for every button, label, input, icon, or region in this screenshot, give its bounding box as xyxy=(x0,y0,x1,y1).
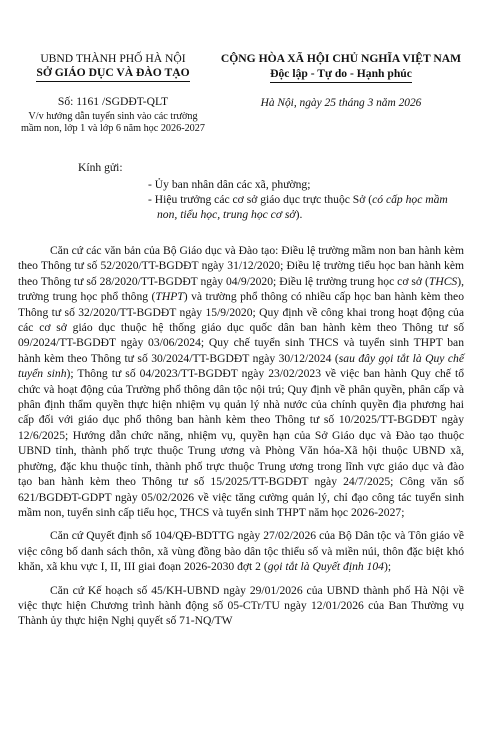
recipients-label: Kính gửi: xyxy=(78,161,123,174)
body-paragraph: Căn cứ các văn bản của Bộ Giáo dục và Đào tạo: Điều lệ trường mầm non ban hành kèm theo Thông tư số 52/2020/TT-BGDĐT ngày 31/12/2020; Điều lệ trường tiểu học ban hành kèm theo Thông tư số 28/2020/TT-BGDĐT ngày 04/9/2020; Điều lệ trường trung học cơ sở (THCS), trường trung học phổ thông (THPT) và trường phổ thông có nhiều cấp học ban hành kèm theo Thông tư số 32/2020/TT-BGDĐT ngày 15/9/2020; Quy định về công khai trong hoạt động của các cơ sở giáo dục thuộc hệ thống giáo dục quốc dân ban hành kèm theo Thông tư số 09/2024/TT-BGDĐT ngày 03/06/2024; Quy chế tuyển sinh THCS và tuyển sinh THPT ban hành kèm theo Thông tư số 30/2024/TT-BGDĐT ngày 30/12/2024 (sau đây gọi tắt là Quy chế tuyển sinh); Thông tư số 04/2023/TT-BGDĐT ngày 23/02/2023 về việc ban hành Quy chế tổ chức và hoạt động của Trường phổ thông dân tộc nội trú; Quy định về phân quyền, phân cấp và phân định thẩm quyền thực hiện nhiệm vụ quản lý nhà nước của chính quyền địa phương hai cấp đối với giáo dục phổ thông ban hành kèm theo Thông tư số 10/2025/TT-BGDĐT ngày 12/6/2025; Hướng dẫn chức năng, nhiệm vụ, quyền hạn của Sở Giáo dục và Đào tạo thuộc UBND tỉnh, thành phố trực thuộc Trung ương và Phòng Văn hóa-Xã hội thuộc UBND xã, phường, đặc khu thuộc tỉnh, thành phố trực thuộc Trung ương trong lĩnh vực giáo dục và đào tạo ban hành kèm theo Thông tư số 15/2025/TT-BGDĐT ngày 24/7/2025; Công văn số 621/BGDĐT-GDPT ngày 05/02/2026 về việc tăng cường quản lý, chỉ đạo công tác tuyển sinh mầm non, tuyển sinh cấp tiểu học, THCS và tuyển sinh THPT năm học 2026-2027; xyxy=(18,244,464,519)
document-body xyxy=(18,243,464,637)
parent-organization: UBND THÀNH PHỐ HÀ NỘI xyxy=(40,52,186,65)
document-subject: V/v hướng dẫn tuyển sinh vào các trường mầm non, lớp 1 và lớp 6 năm học 2026-2027 xyxy=(21,111,205,134)
issuing-department: SỞ GIÁO DỤC VÀ ĐÀO TẠO xyxy=(36,66,189,82)
document-number: Số: 1161 /SGDĐT-QLT xyxy=(57,95,169,108)
body-paragraph: Căn cứ Kế hoạch số 45/KH-UBND ngày 29/01/2026 của UBND thành phố Hà Nội về việc thực hiện Chương trình hành động số 05-CTr/TU ngày 12/01/2026 của Ban Thường vụ Thành ủy thực hiện Nghị quyết số 71-NQ/TW xyxy=(18,583,464,628)
recipient-item: - Ủy ban nhân dân các xã, phường; xyxy=(148,178,311,191)
recipient-item: - Hiệu trưởng các cơ sở giáo dục trực thuộc Sở (có cấp học mầm non, tiểu học, trung học cơ sở). xyxy=(148,193,448,221)
recipients-list xyxy=(148,177,466,222)
document-date: Hà Nội, ngày 25 tháng 3 năm 2026 xyxy=(260,97,422,109)
national-header-block xyxy=(210,52,472,110)
issuing-authority-block xyxy=(18,52,208,134)
national-title: CỘNG HÒA XÃ HỘI CHỦ NGHĨA VIỆT NAM xyxy=(220,52,462,65)
body-paragraph: Căn cứ Quyết định số 104/QĐ-BDTTG ngày 27/02/2026 của Bộ Dân tộc và Tôn giáo về việc công bố danh sách thôn, xã vùng đồng bào dân tộc thiểu số và miền núi, thôn đặc biệt khó khăn, xã khu vực I, II, III giai đoạn 2026-2030 đợt 2 (gọi tắt là Quyết định 104); xyxy=(18,529,464,574)
national-motto: Độc lập - Tự do - Hạnh phúc xyxy=(270,67,412,83)
